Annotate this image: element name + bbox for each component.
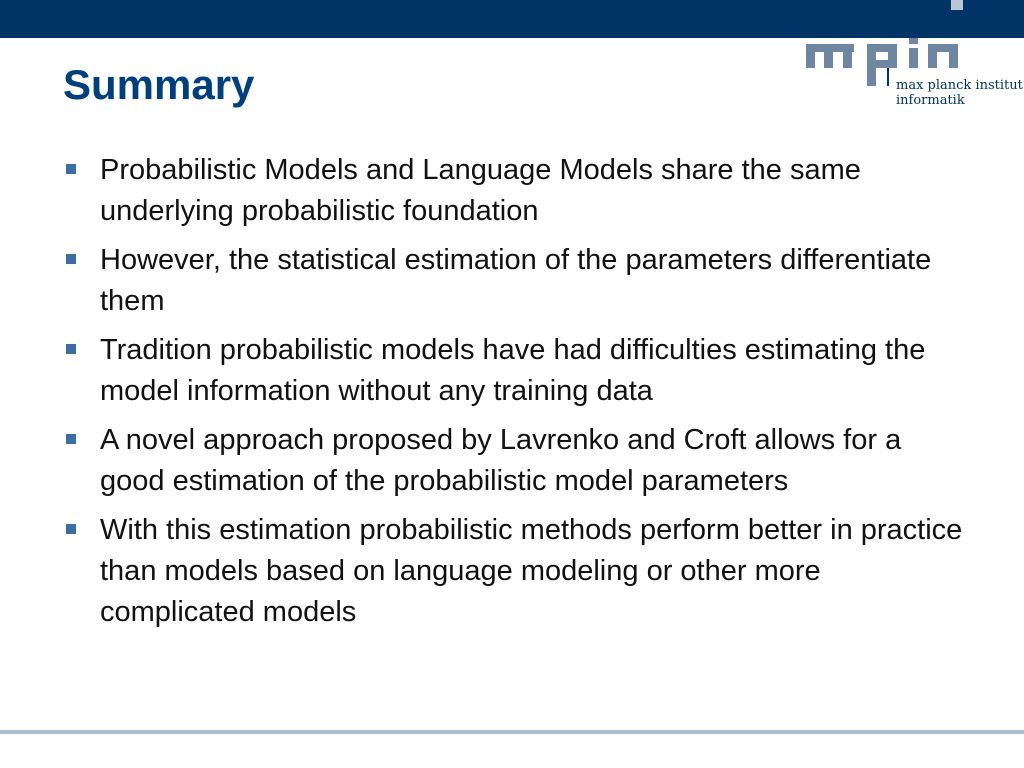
- logo-caption-line2: informatik: [896, 93, 965, 108]
- square-bullet-icon: [66, 434, 76, 444]
- header-bar-accent: [951, 0, 963, 10]
- bullet-item: [64, 240, 964, 322]
- square-bullet-icon: [66, 524, 76, 534]
- bullet-text: Tradition probabilistic models have had difficulties estimating the model information without any training data: [100, 334, 926, 407]
- bullet-text: A novel approach proposed by Lavrenko and Croft allows for a good estimation of the probabilistic model parameters: [100, 424, 902, 497]
- header-bar: [0, 0, 1024, 38]
- bullet-text: With this estimation probabilistic methods perform better in practice than models based on language modeling or other more complicated models: [100, 514, 963, 628]
- bullet-item: [64, 150, 964, 232]
- square-bullet-icon: [66, 254, 76, 264]
- logo-caption-line1: max planck institut: [896, 78, 1023, 93]
- square-bullet-icon: [66, 344, 76, 354]
- slide-title: Summary: [63, 61, 255, 108]
- bullet-text: Probabilistic Models and Language Models share the same underlying probabilistic foundation: [100, 154, 861, 227]
- bullet-item: [64, 330, 964, 412]
- mpi-logo: [806, 38, 1023, 108]
- square-bullet-icon: [66, 164, 76, 174]
- bullet-text: However, the statistical estimation of the parameters differentiate them: [100, 244, 932, 317]
- footer-divider: [0, 730, 1024, 734]
- bullet-list: [64, 150, 964, 641]
- bullet-item: [64, 510, 964, 633]
- bullet-item: [64, 420, 964, 502]
- logo-caption: [896, 78, 1023, 108]
